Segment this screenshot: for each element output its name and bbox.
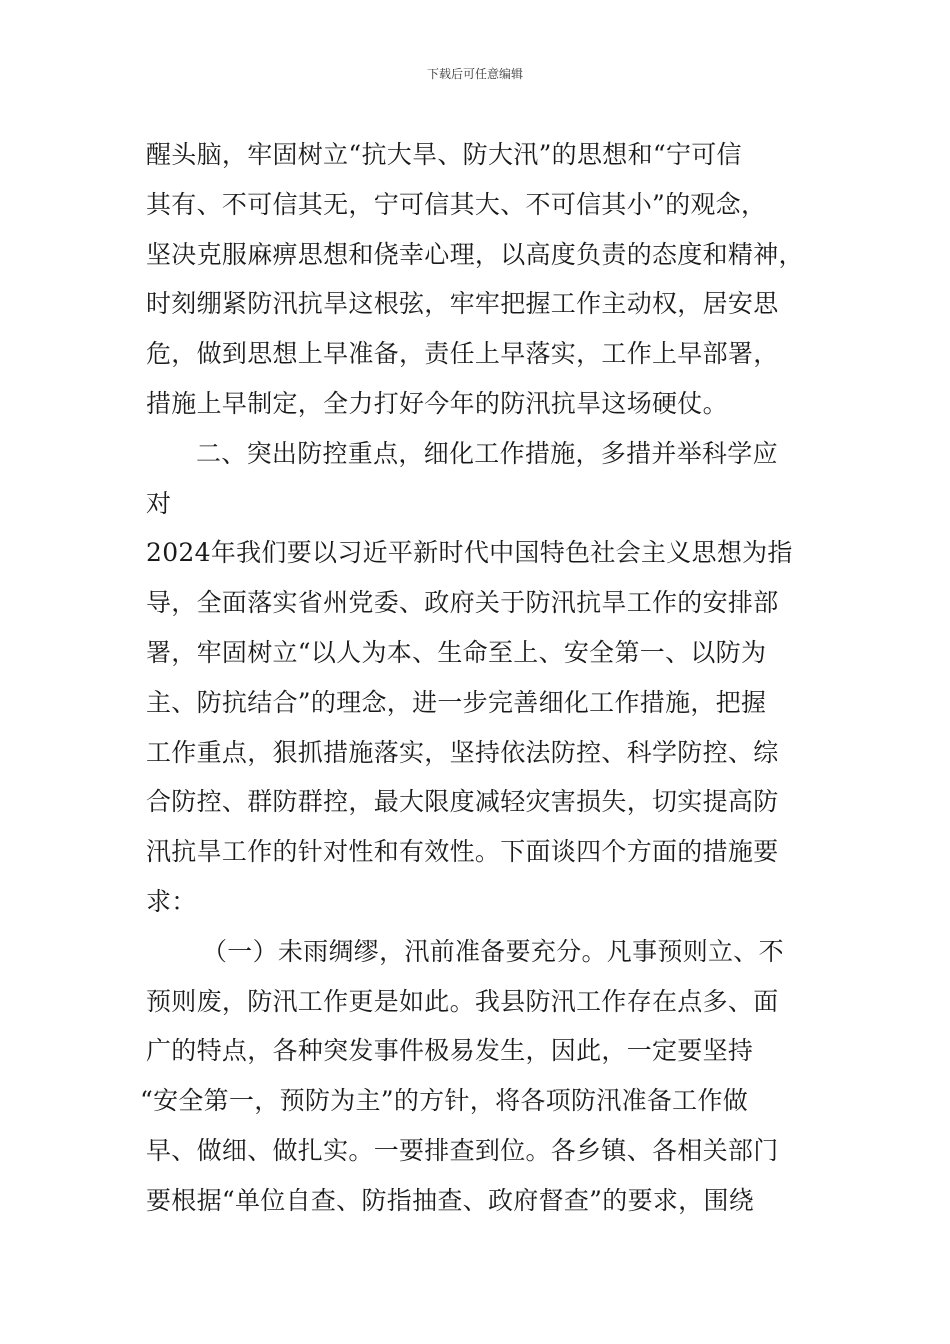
text-line: 坚决克服麻痹思想和侥幸心理，以高度负责的态度和精神， bbox=[146, 239, 804, 269]
text-line: 导，全面落实省州党委、政府关于防汛抗旱工作的安排部 bbox=[146, 588, 779, 618]
text-line: 合防控、群防群控，最大限度减轻灾害损失，切实提高防 bbox=[146, 787, 779, 817]
subsection-heading: （一）未雨绸缪，汛前准备要充分。凡事预则立、不 bbox=[202, 936, 784, 966]
text-line: 主、防抗结合”的理念，进一步完善细化工作措施，把握 bbox=[146, 687, 767, 717]
text-line: 措施上早制定，全力打好今年的防汛抗旱这场硬仗。 bbox=[146, 388, 728, 418]
text-line: 要根据“单位自查、防指抽查、政府督查”的要求，围绕 bbox=[146, 1185, 755, 1215]
text-line: 其有、不可信其无，宁可信其大、不可信其小”的观念， bbox=[146, 189, 767, 219]
text-line: 危，做到思想上早准备，责任上早落实，工作上早部署， bbox=[146, 339, 779, 369]
text-line: 求： bbox=[146, 886, 197, 916]
text-line: 时刻绷紧防汛抗旱这根弦，牢牢把握工作主动权，居安思 bbox=[146, 289, 779, 319]
section-heading-continued: 对 bbox=[146, 488, 172, 518]
text-line: 广的特点，各种突发事件极易发生，因此，一定要坚持 bbox=[146, 1036, 754, 1066]
text-line: “安全第一，预防为主”的方针，将各项防汛准备工作做 bbox=[140, 1086, 749, 1116]
text-line: 署，牢固树立“以人为本、生命至上、安全第一、以防为 bbox=[146, 637, 767, 667]
text-line: 汛抗旱工作的针对性和有效性。下面谈四个方面的措施要 bbox=[146, 837, 779, 867]
document-body bbox=[140, 130, 826, 1226]
page-header-note: 下载后可任意编辑 bbox=[426, 67, 523, 81]
text-line: 预则废，防汛工作更是如此。我县防汛工作存在点多、面 bbox=[146, 986, 779, 1016]
text-line: 2024年我们要以习近平新时代中国特色社会主义思想为指 bbox=[146, 538, 793, 568]
text-line: 早、做细、做扎实。一要排查到位。各乡镇、各相关部门 bbox=[146, 1135, 779, 1165]
text-line: 工作重点，狠抓措施落实，坚持依法防控、科学防控、综 bbox=[146, 737, 779, 767]
section-heading: 二、突出防控重点，细化工作措施，多措并举科学应 bbox=[196, 438, 778, 468]
text-line: 醒头脑，牢固树立“抗大旱、防大汛”的思想和“宁可信 bbox=[146, 140, 742, 169]
